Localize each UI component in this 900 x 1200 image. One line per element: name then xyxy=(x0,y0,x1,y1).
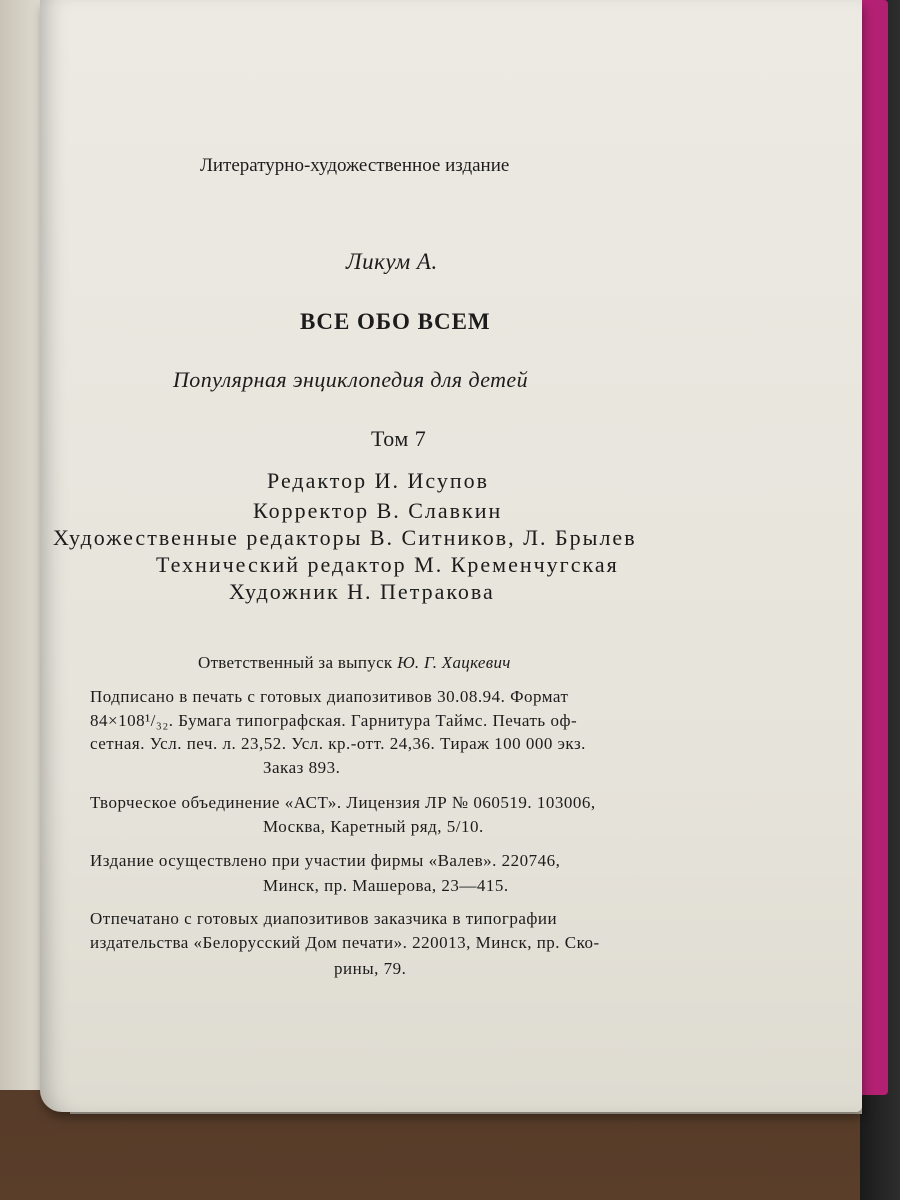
imprint-line: издательства «Белорусский Дом печати». 220013, Минск, пр. Ско- xyxy=(90,933,600,952)
responsible-name: Ю. Г. Хацкевич xyxy=(397,653,511,672)
credit-editor: Редактор И. Исупов xyxy=(267,468,490,493)
volume-number: Том 7 xyxy=(371,426,427,451)
imprint-line: Издание осуществлено при участии фирмы «Валев». 220746, xyxy=(90,851,561,870)
credit-technical-editor: Технический редактор М. Кременчугская xyxy=(156,552,619,577)
author: Ликум А. xyxy=(346,249,438,274)
book-title: ВСЕ ОБО ВСЕМ xyxy=(300,309,491,334)
imprint-line: Минск, пр. Машерова, 23—415. xyxy=(263,876,509,895)
edition-type: Литературно-художественное издание xyxy=(200,155,510,176)
credit-art-editors: Художественные редакторы В. Ситников, Л. Брылев xyxy=(53,525,637,550)
credit-proofreader: Корректор В. Славкин xyxy=(253,498,503,523)
responsible-label: Ответственный за выпуск xyxy=(198,653,393,672)
credit-artist: Художник Н. Петракова xyxy=(229,579,495,604)
responsible-line xyxy=(198,654,511,671)
imprint-line: Творческое объединение «АСТ». Лицензия ЛР № 060519. 103006, xyxy=(90,793,596,812)
imprint-line: Подписано в печать с готовых диапозитивов 30.08.94. Формат xyxy=(90,687,569,706)
imprint-line: Заказ 893. xyxy=(263,758,341,777)
imprint-line: рины, 79. xyxy=(334,959,407,978)
imprint-line: Отпечатано с готовых диапозитивов заказчика в типографии xyxy=(90,909,558,928)
imprint-line: Москва, Каретный ряд, 5/10. xyxy=(263,817,484,836)
imprint-line: сетная. Усл. печ. л. 23,52. Усл. кр.-отт. 24,36. Тираж 100 000 экз. xyxy=(90,734,586,753)
imprint-line: 84×108¹/₃₂. Бумага типографская. Гарнитура Таймс. Печать оф- xyxy=(90,711,578,730)
imprint-page xyxy=(40,0,862,1112)
book-subtitle: Популярная энциклопедия для детей xyxy=(173,367,528,392)
